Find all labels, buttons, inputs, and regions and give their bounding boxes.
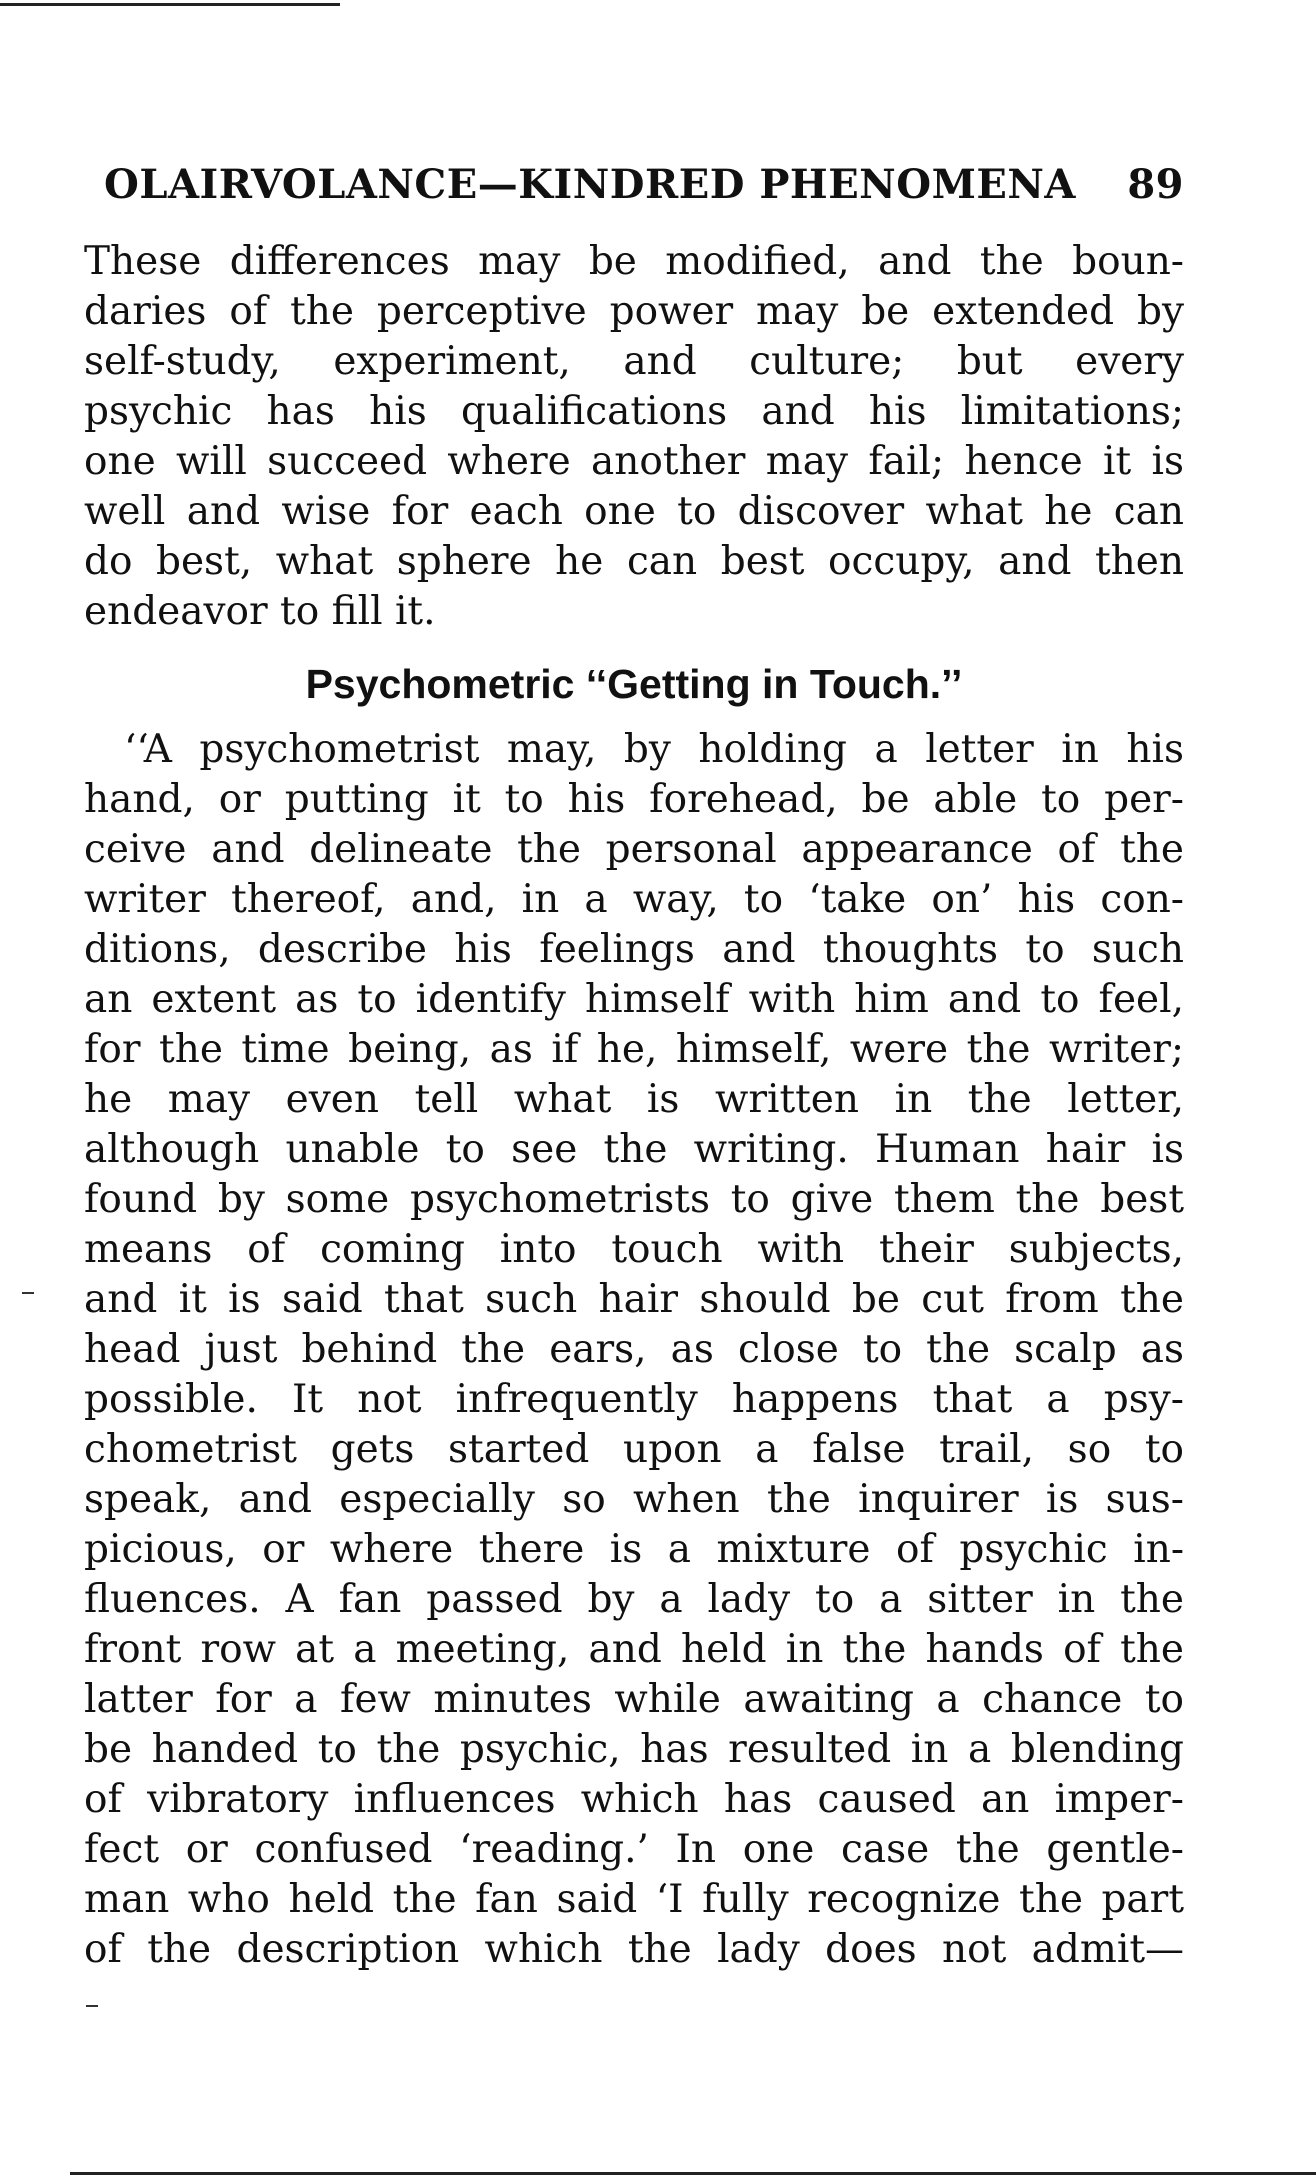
text-line: chometrist gets started upon a false trail, so to xyxy=(84,1427,1184,1472)
paragraph-1 xyxy=(84,237,1184,637)
text-line: means of coming into touch with their subjects, xyxy=(84,1227,1184,1272)
text-line: do best, what sphere he can best occupy, and then xyxy=(84,539,1184,584)
running-header-title: OLAIRVOLANCE—KINDRED PHENOMENA xyxy=(104,161,1076,208)
text-line: possible. It not infrequently happens that a psy- xyxy=(84,1377,1184,1422)
text-line: of vibratory influences which has caused an imper- xyxy=(84,1777,1184,1822)
text-line: ‘‘A psychometrist may, by holding a letter in his xyxy=(124,727,1184,772)
text-line: endeavor to fill it. xyxy=(84,589,436,634)
bottom-border-rule xyxy=(70,2172,1316,2175)
text-line: These differences may be modified, and the boun- xyxy=(84,239,1184,284)
text-line: and it is said that such hair should be cut from the xyxy=(84,1277,1184,1322)
text-line: hand, or putting it to his forehead, be able to per- xyxy=(84,777,1184,822)
text-line: for the time being, as if he, himself, were the writer; xyxy=(84,1027,1184,1072)
text-line: be handed to the psychic, has resulted in a blending xyxy=(84,1727,1184,1772)
text-line: an extent as to identify himself with him and to feel, xyxy=(84,977,1184,1022)
text-line: front row at a meeting, and held in the hands of the xyxy=(84,1627,1184,1672)
text-line: picious, or where there is a mixture of psychic in- xyxy=(84,1527,1184,1572)
text-line: writer thereof, and, in a way, to ‘take on’ his con- xyxy=(84,877,1184,922)
text-line: well and wise for each one to discover what he can xyxy=(84,489,1184,534)
page-number: 89 xyxy=(1127,161,1184,208)
text-line: he may even tell what is written in the letter, xyxy=(84,1077,1184,1122)
running-header xyxy=(104,160,1184,210)
text-line: latter for a few minutes while awaiting a chance to xyxy=(84,1677,1184,1722)
text-line: although unable to see the writing. Human hair is xyxy=(84,1127,1184,1172)
text-line: ditions, describe his feelings and thoughts to such xyxy=(84,927,1184,972)
text-line: fluences. A fan passed by a lady to a sitter in the xyxy=(84,1577,1184,1622)
section-heading: Psychometric ‘‘Getting in Touch.’’ xyxy=(305,661,963,707)
text-line: ceive and delineate the personal appearance of the xyxy=(84,827,1184,872)
text-line: one will succeed where another may fail; hence it is xyxy=(84,439,1184,484)
text-line: speak, and especially so when the inquirer is sus- xyxy=(84,1477,1184,1522)
text-line: head just behind the ears, as close to the scalp as xyxy=(84,1327,1184,1372)
text-line: self-study, experiment, and culture; but every xyxy=(84,339,1184,384)
text-line: man who held the fan said ‘I fully recognize the part xyxy=(84,1877,1184,1922)
text-line: daries of the perceptive power may be extended by xyxy=(84,289,1184,334)
text-line: of the description which the lady does not admit— xyxy=(84,1927,1184,1972)
margin-mark xyxy=(86,2005,98,2007)
paragraph-2 xyxy=(84,725,1184,1975)
top-border-rule xyxy=(0,3,340,6)
margin-mark xyxy=(22,1292,34,1294)
text-line: found by some psychometrists to give them the best xyxy=(84,1177,1184,1222)
text-line: psychic has his qualifications and his limitations; xyxy=(84,389,1184,434)
text-line: fect or confused ‘reading.’ In one case the gentle- xyxy=(84,1827,1184,1872)
